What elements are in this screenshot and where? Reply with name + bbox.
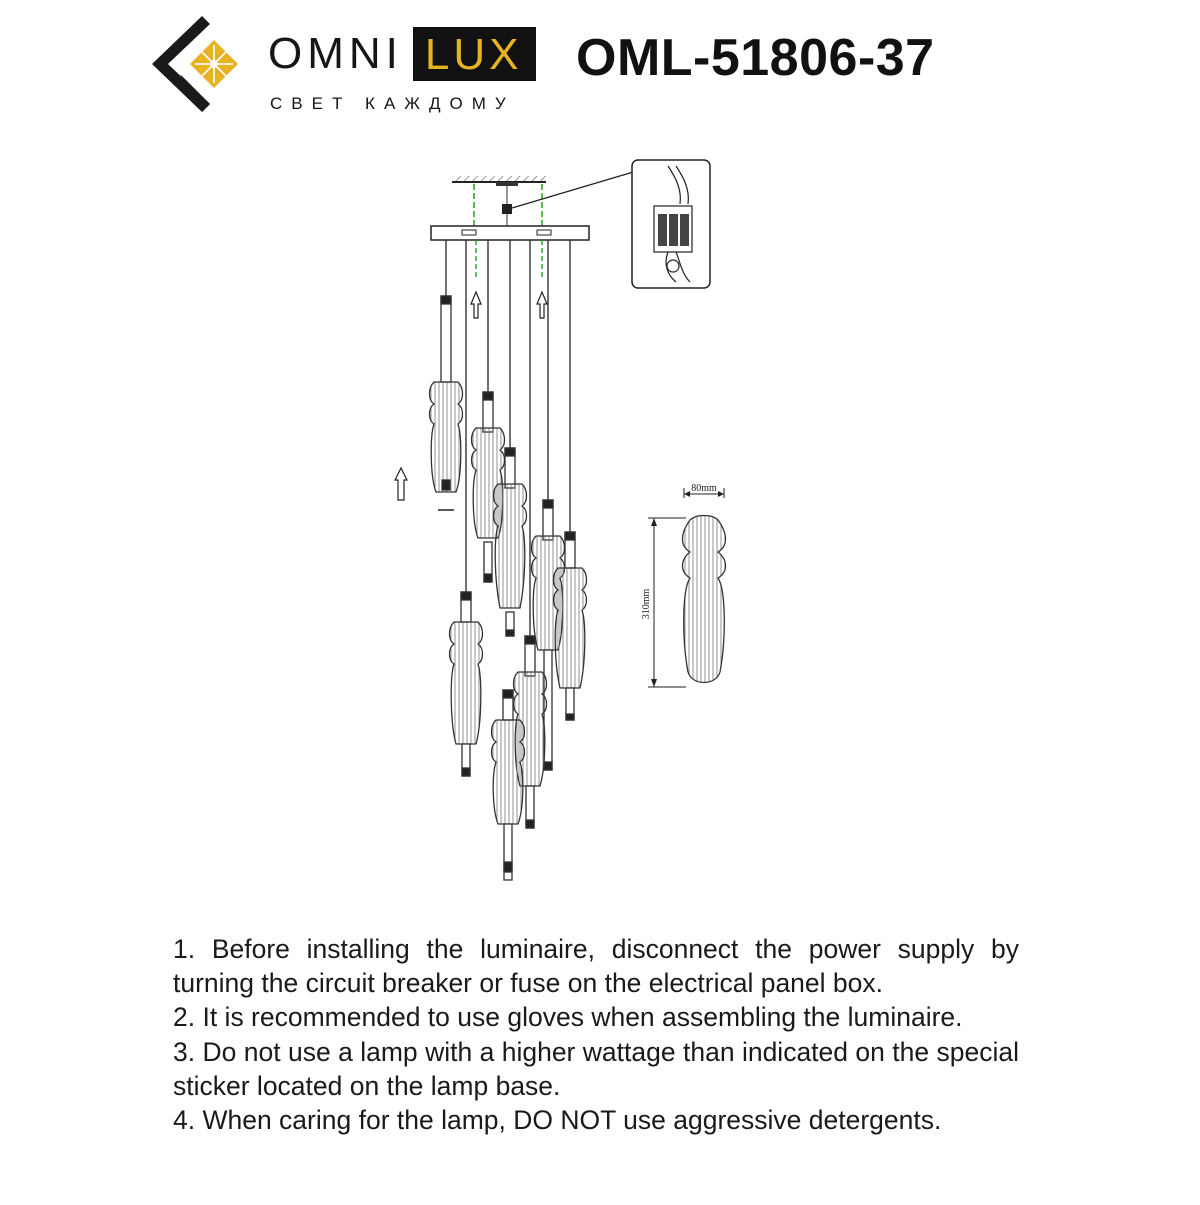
instructions-list: [173, 932, 1019, 1137]
instruction-item: 1. Before installing the luminaire, disconnect the power supply by turning the circuit breaker or fuse on the electrical panel box.: [173, 934, 1019, 999]
mounting-screw-arrows: [471, 292, 547, 318]
model-number: OML-51806-37: [576, 29, 935, 87]
ceiling-mount: [431, 176, 589, 240]
brand-name-omni: OMNI: [268, 29, 403, 78]
instruction-item: 4. When caring for the lamp, DO NOT use aggressive detergents.: [173, 1105, 942, 1136]
instruction-item: 2. It is recommended to use gloves when assembling the luminaire.: [173, 1002, 963, 1033]
brand-tagline: СВЕТ КАЖДОМУ: [270, 94, 515, 113]
dimension-detail: [641, 483, 726, 687]
instruction-item: 3. Do not use a lamp with a higher wattage than indicated on the special sticker located on the lamp base.: [173, 1036, 1019, 1101]
brand-name-lux: LUX: [413, 27, 537, 81]
dim-width-label: 80mm: [691, 483, 717, 494]
dim-height-label: 310mm: [641, 588, 652, 620]
height-adjust-arrow: [395, 468, 407, 500]
pendant-shades: [430, 296, 587, 880]
